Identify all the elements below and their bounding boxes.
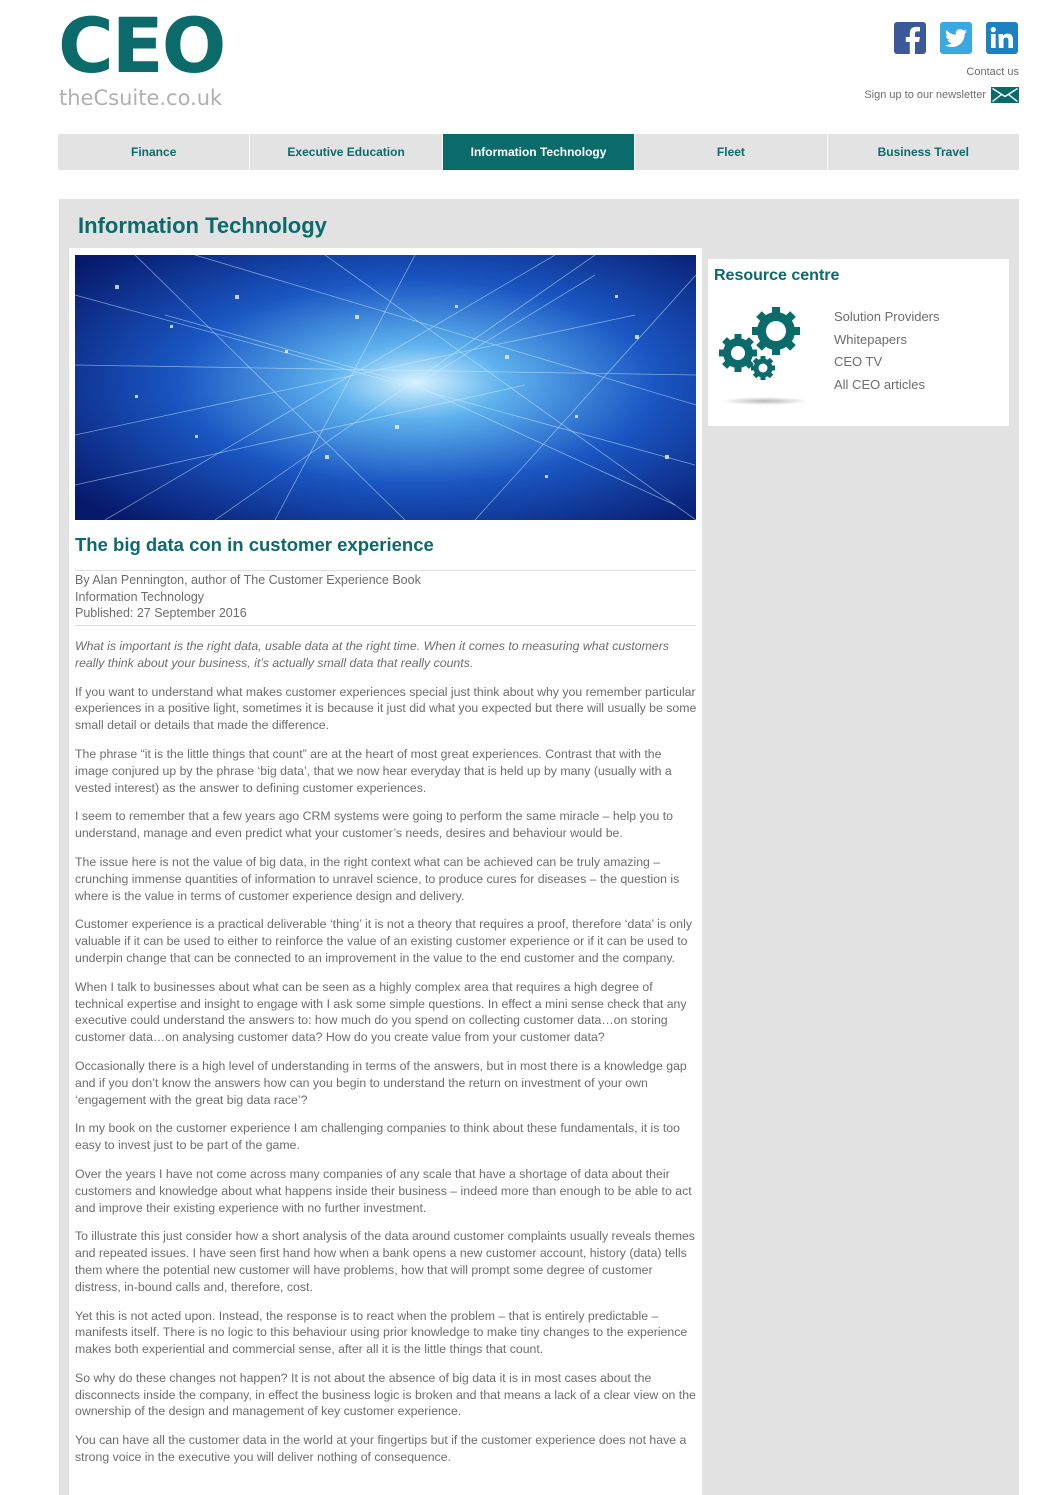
section-title: Information Technology bbox=[78, 213, 327, 238]
nav-item-executive-education[interactable]: Executive Education bbox=[250, 134, 442, 170]
resource-centre-title: Resource centre bbox=[714, 267, 840, 284]
divider bbox=[75, 570, 696, 571]
nav-item-business-travel[interactable]: Business Travel bbox=[828, 134, 1019, 170]
article-body bbox=[75, 638, 697, 1478]
facebook-icon[interactable] bbox=[894, 22, 926, 54]
nav-item-fleet[interactable]: Fleet bbox=[635, 134, 827, 170]
article-paragraph: When I talk to businesses about what can be seen as a highly complex area that requires a high degree of technical expertise and insight to engage with I ask some simple questions. In effect a mini sense check that any executive could understand the answers to: how much do you spend on collecting customer data…on storing customer data…on analysing customer data? How do you create value from your customer data? bbox=[75, 979, 687, 1045]
article-paragraph: You can have all the customer data in the world at your fingertips but if the customer experience does not have a strong voice in the executive you will deliver nothing of consequence. bbox=[75, 1433, 687, 1465]
article-category[interactable]: Information Technology bbox=[75, 589, 205, 604]
article-meta bbox=[75, 572, 421, 622]
content-area bbox=[59, 199, 1019, 1495]
article-paragraph: Customer experience is a practical deliverable ‘thing’ it is not a theory that requires a proof, therefore ‘data’ is only valuable if it can be used to either to reinforce the value of an existing customer experience or if it can be used to underpin change that can be connected to an improvement in the value to the end customer and the company. bbox=[75, 917, 692, 965]
article-paragraph: Occasionally there is a high level of understanding in terms of the answers, but in most there is a knowledge gap and if you don’t know the answers how can you begin to understand the return on investment of your own ‘engagement with the great big data race’? bbox=[75, 1058, 687, 1107]
article-paragraph: The phrase “it is the little things that count” are at the heart of most great experiences. Contrast that with the image conjured up by the phrase ‘big data’, that we now hear everyday that is held up by many (usually with a vested interest) as the answer to defining customer experiences. bbox=[75, 746, 672, 795]
twitter-icon[interactable] bbox=[940, 22, 972, 54]
gears-icon bbox=[716, 307, 814, 407]
envelope-icon[interactable] bbox=[991, 87, 1019, 103]
nav-item-finance[interactable]: Finance bbox=[58, 134, 250, 170]
article-paragraph: The issue here is not the value of big data, in the right context what can be achieved can be truly amazing – crunching immense quantities of information to unravel science, to produce cures for diseases – the question is where is the value in terms of customer experience design and delivery. bbox=[75, 854, 680, 903]
resource-link-whitepapers[interactable]: Whitepapers bbox=[834, 331, 907, 347]
linkedin-icon[interactable] bbox=[986, 22, 1018, 54]
article-hero-image bbox=[75, 255, 696, 520]
article-title: The big data con in customer experience bbox=[75, 534, 434, 555]
resource-link-all-ceo-articles[interactable]: All CEO articles bbox=[834, 376, 926, 392]
contact-us-link[interactable]: Contact us bbox=[966, 66, 1019, 78]
article-paragraph: Yet this is not acted upon. Instead, the response is to react when the problem – that is entirely predictable – manifests itself. There is no logic to this behaviour using prior knowledge to make tiny changes to the experience makes both experiential and commercial sense, after all it is the little things that count. bbox=[75, 1308, 688, 1357]
newsletter-signup-link[interactable]: Sign up to our newsletter bbox=[864, 89, 986, 101]
main-navigation bbox=[58, 134, 1019, 170]
divider bbox=[75, 625, 696, 626]
logo-site-name[interactable]: theCsuite.co.uk bbox=[59, 86, 223, 110]
resource-links bbox=[834, 306, 940, 396]
logo[interactable]: CEO bbox=[58, 1, 225, 90]
article-paragraph: I seem to remember that a few years ago CRM systems were going to perform the same miracle – help you to understand, manage and even predict what your customer’s needs, desires and behaviour would be. bbox=[75, 809, 674, 841]
article-paragraph: To illustrate this just consider how a short analysis of the data around customer complaints usually reveals themes and repeated issues. I have seen first hand how when a bank opens a new customer account, history (data) tells them where the potential new customer will have problems, how that will prompt some degree of customer distress, in-bound calls and, therefore, cost. bbox=[75, 1229, 695, 1294]
article-published-date: Published: 27 September 2016 bbox=[75, 606, 247, 620]
resource-link-solution-providers[interactable]: Solution Providers bbox=[834, 309, 940, 324]
article-lead: What is important is the right data, usable data at the right time. When it comes to measuring what customers really think about your business, it’s actually small data that really counts. bbox=[75, 639, 669, 670]
article-paragraph: So why do these changes not happen? It is not about the absence of big data it is in most cases about the disconnects inside the company, in effect the business logic is broken and that means a lack of a clear view on the ownership of the design and management of key customer experience. bbox=[75, 1370, 696, 1419]
site-header bbox=[0, 0, 1048, 130]
article-paragraph: Over the years I have not come across many companies of any scale that have a shortage of data about their customers and knowledge about what happens inside their business – indeed more than enough to be able to act and improve their existing experience with no further investment. bbox=[75, 1166, 692, 1215]
article-paragraph: In my book on the customer experience I am challenging companies to think about these fundamentals, it is too easy to invest just to be part of the game. bbox=[75, 1121, 680, 1153]
article-author: By Alan Pennington, author of The Customer Experience Book bbox=[75, 573, 421, 587]
article bbox=[69, 248, 702, 1495]
nav-item-information-technology[interactable]: Information Technology bbox=[443, 134, 635, 170]
resource-centre-panel bbox=[708, 259, 1009, 426]
article-paragraph: If you want to understand what makes customer experiences special just think about why you remember particular experiences in a positive light, sometimes it is because it just did what you expected but there will usually be some small detail or details that made the difference. bbox=[75, 684, 697, 733]
resource-link-ceo-tv[interactable]: CEO TV bbox=[834, 354, 883, 370]
